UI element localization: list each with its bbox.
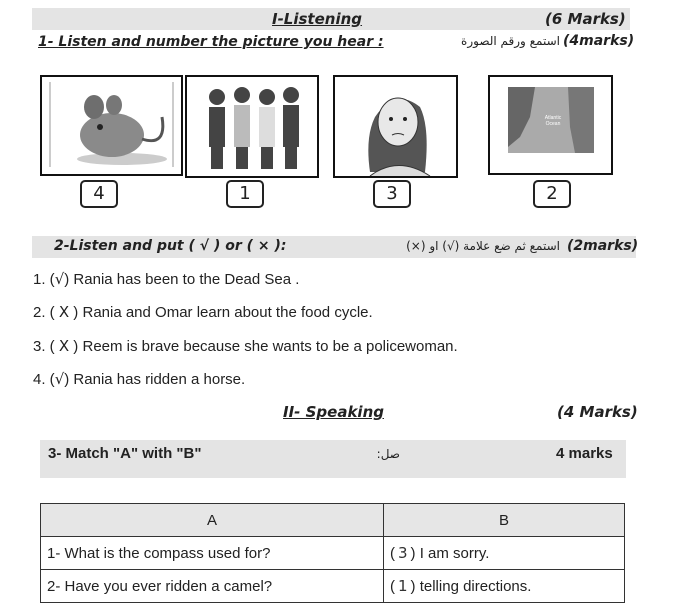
answer-box-4[interactable]: 2 xyxy=(533,180,571,208)
q3-marks: 4 marks xyxy=(556,445,613,462)
statement-number: 3. xyxy=(33,338,46,355)
statement-2: 2. ( X ) Rania and Omar learn about the food cycle. xyxy=(33,303,373,321)
answer-mark-1[interactable]: √ xyxy=(54,270,65,288)
table-row xyxy=(41,537,625,570)
q2-arabic-label: استمع ثم ضع علامة (√) او (×) xyxy=(406,239,560,253)
match-number-input[interactable]: 3 xyxy=(398,544,408,562)
statement-3: 3. ( X ) Reem is brave because she wants to be a policewoman. xyxy=(33,337,458,355)
section-marks-listening: (6 Marks) xyxy=(545,10,626,28)
answer-box-3[interactable]: 3 xyxy=(373,180,411,208)
girl-icon xyxy=(335,77,456,176)
statement-text: Rania has been to the Dead Sea . xyxy=(73,271,300,288)
statement-1: 1. (√) Rania has been to the Dead Sea . xyxy=(33,270,300,288)
q3-label: 3- Match "A" with "B" xyxy=(48,445,202,462)
statement-number: 1. xyxy=(33,271,46,288)
table-row xyxy=(41,570,625,603)
section-title-speaking: II- Speaking xyxy=(283,403,384,421)
answer-mark-3[interactable]: X xyxy=(58,337,70,355)
answer-cell: ( 3 ) I am sorry. xyxy=(384,537,625,570)
map-ocean-label: Atlantic Ocean xyxy=(544,115,562,127)
answer-box-2[interactable]: 1 xyxy=(226,180,264,208)
q2-marks: (2marks) xyxy=(567,238,639,254)
column-b-header: B xyxy=(384,504,625,537)
statement-text: Rania and Omar learn about the food cycle. xyxy=(82,304,373,321)
table-header-row xyxy=(41,504,625,537)
q3-arabic-label: صل: xyxy=(376,447,400,461)
q2-label: 2-Listen and put ( √ ) or ( × ): xyxy=(54,238,287,254)
answer-text: telling directions. xyxy=(419,578,532,595)
picture-boys xyxy=(185,75,319,178)
match-table xyxy=(40,503,625,603)
match-number-input[interactable]: 1 xyxy=(398,577,408,595)
answer-mark-4[interactable]: √ xyxy=(54,370,65,388)
statement-text: Reem is brave because she wants to be a policewoman. xyxy=(82,338,458,355)
statement-number: 4. xyxy=(33,371,46,388)
section-title-listening: I-Listening xyxy=(272,10,363,28)
statement-text: Rania has ridden a horse. xyxy=(73,371,246,388)
answer-cell: ( 1 ) telling directions. xyxy=(384,570,625,603)
mouse-icon xyxy=(42,77,181,174)
q1-arabic-label: استمع ورقم الصورة xyxy=(461,34,560,48)
column-a-header: A xyxy=(41,504,384,537)
picture-map xyxy=(488,75,613,175)
answer-box-1[interactable]: 4 xyxy=(80,180,118,208)
question-cell: 1- What is the compass used for? xyxy=(41,537,384,570)
boys-icon xyxy=(187,77,317,176)
answer-mark-2[interactable]: X xyxy=(58,303,70,321)
q1-marks: (4marks) xyxy=(563,33,635,49)
statement-4: 4. (√) Rania has ridden a horse. xyxy=(33,370,246,388)
section-marks-speaking: (4 Marks) xyxy=(557,403,638,421)
statement-number: 2. xyxy=(33,304,46,321)
answer-text: I am sorry. xyxy=(419,545,490,562)
picture-girl xyxy=(333,75,458,178)
q1-label: 1- Listen and number the picture you hear : xyxy=(38,34,384,50)
picture-mouse xyxy=(40,75,183,176)
question-cell: 2- Have you ever ridden a camel? xyxy=(41,570,384,603)
